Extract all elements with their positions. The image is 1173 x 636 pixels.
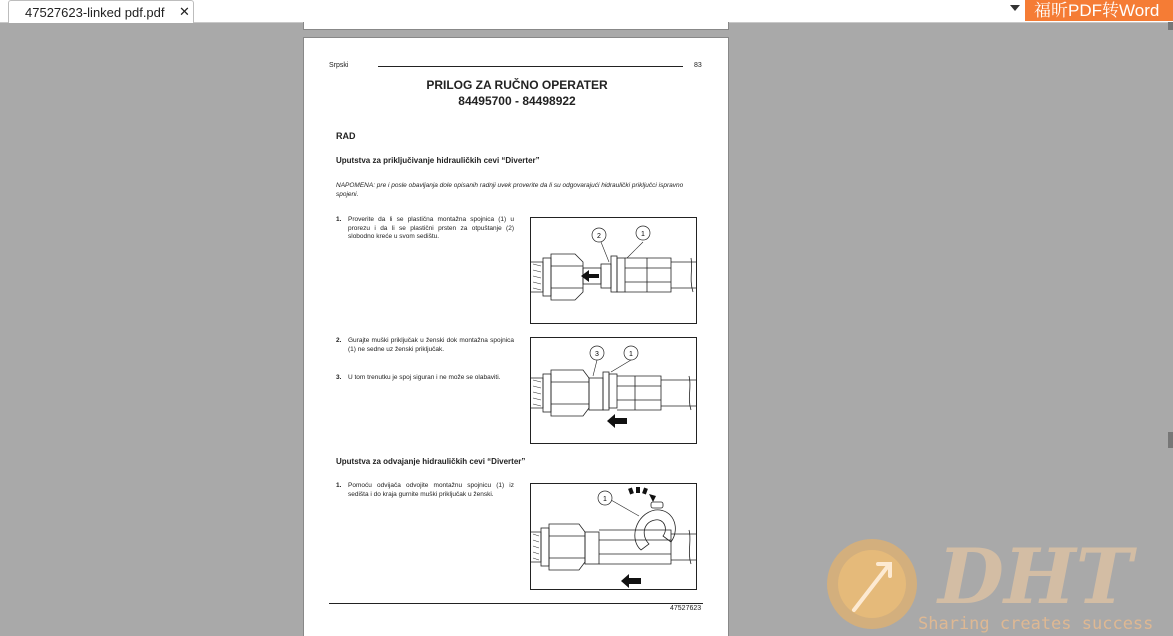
- step-text: U tom trenutku je spoj siguran i ne može se olabaviti.: [348, 374, 501, 381]
- scrollbar-thumb[interactable]: [1168, 432, 1173, 448]
- previous-page-edge: [303, 22, 729, 30]
- step-text: Proverite da li se plastična montažna spojnica (1) u prorezu i da li se plastični prsten za otpuštanje (2) slobodno kreće u svom sedištu.: [348, 216, 514, 240]
- watermark-tagline: Sharing creates success: [918, 614, 1154, 634]
- pdf-page: [303, 37, 729, 636]
- section-heading: RAD: [336, 131, 356, 141]
- figure-callout: 2: [597, 233, 601, 240]
- close-icon[interactable]: ✕: [179, 4, 190, 19]
- tab-bar: [0, 0, 1173, 23]
- scrollbar-marker-top[interactable]: [1168, 22, 1173, 30]
- list-item: [336, 337, 514, 357]
- page-title: PRILOG ZA RUČNO OPERATER: [426, 78, 608, 92]
- watermark-text: DHT: [938, 532, 1133, 621]
- page-number: 83: [694, 62, 702, 69]
- figure-coupling-engaged: [530, 337, 697, 444]
- figure-coupling-check: [530, 217, 697, 324]
- step-number: 3.: [336, 374, 342, 381]
- step-number: 2.: [336, 337, 342, 344]
- note-text: NAPOMENA: pre i posle obavljanja dole opisanih radnji uvek proverite da li su odgovarajući hidraulički priključci ispravno spojeni.: [336, 182, 684, 198]
- step-number: 1.: [336, 482, 342, 489]
- figure-callout: 1: [641, 231, 645, 238]
- figure-coupling-release: [530, 483, 697, 590]
- step-text: Gurajte muški priključak u ženski dok montažna spojnica (1) ne sedne uz ženski priključak.: [348, 337, 514, 353]
- coupling-illustration: [531, 218, 696, 323]
- coupling-illustration: [531, 338, 696, 443]
- footer-rule: [329, 603, 703, 604]
- page-subtitle: 84495700 - 84498922: [458, 94, 576, 108]
- connect-heading: Uputstva za priključivanje hidrauličkih cevi “Diverter”: [336, 156, 540, 165]
- step-text: Pomoću odvijača odvojite montažnu spojnicu (1) iz sedišta i do kraja gurnite muški priključak u ženski.: [348, 482, 514, 498]
- brand-banner[interactable]: 福昕PDF转Word: [1025, 0, 1173, 21]
- coupling-illustration: [531, 484, 696, 589]
- header-rule: [378, 66, 683, 67]
- page-header-language: Srpski: [329, 62, 349, 69]
- figure-callout: 3: [595, 351, 599, 358]
- figure-callout: 1: [603, 496, 607, 503]
- disconnect-heading: Uputstva za odvajanje hidrauličkih cevi “Diverter”: [336, 457, 526, 466]
- document-tab[interactable]: [8, 0, 194, 23]
- list-item: [336, 374, 514, 386]
- tab-list-dropdown-icon[interactable]: [1010, 5, 1020, 11]
- document-code: 47527623: [670, 605, 702, 612]
- watermark-logo-icon: [826, 536, 922, 632]
- figure-callout: 1: [629, 351, 633, 358]
- watermark: [826, 532, 1173, 636]
- list-item: [336, 216, 514, 246]
- tab-title: 47527623-linked pdf.pdf: [25, 5, 165, 20]
- step-number: 1.: [336, 216, 342, 223]
- list-item: [336, 482, 514, 502]
